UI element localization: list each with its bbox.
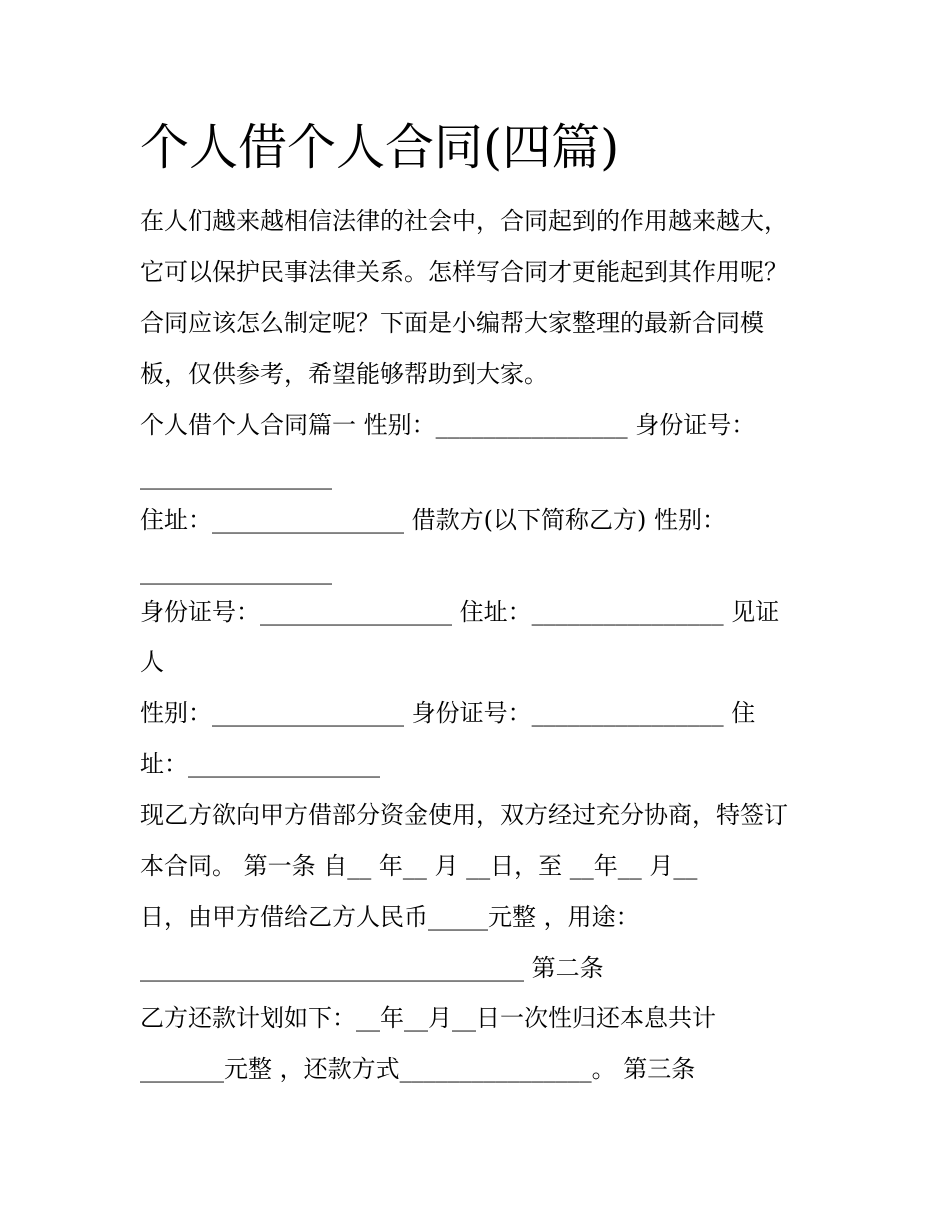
lender-id-blank: ________________ [140, 462, 332, 490]
lender-gender-line: 个人借个人合同篇一 性别：________________ 身份证号： [140, 411, 756, 439]
loan-amount-line: 日，由甲方借给乙方人民币_____元整 ，用途： [140, 903, 640, 931]
intro-line-3: 合同应该怎么制定呢？下面是小编帮大家整理的最新合同模 [140, 309, 764, 337]
article-one-line: 本合同。 第一条 自__ 年__ 月 __日，至 __年__ 月__ [140, 852, 698, 880]
witness-address-line: 址：________________ [140, 750, 380, 778]
lender-address-line: 住址：________________ 借款方(以下简称乙方) 性别： [140, 506, 726, 534]
intro-line-2: 它可以保护民事法律关系。怎样写合同才更能起到其作用呢？ [140, 258, 788, 286]
intro-line-1: 在人们越来越相信法律的社会中，合同起到的作用越来越大， [140, 207, 788, 235]
borrower-gender-blank: ________________ [140, 557, 332, 585]
document-title: 个人借个人合同(四篇) [140, 119, 620, 176]
intro-line-4: 板，仅供参考，希望能够帮助到大家。 [140, 360, 548, 388]
repayment-plan-line: 乙方还款计划如下：__年__月__日一次性归还本息共计 [140, 1004, 716, 1032]
article-two-line: ________________________________ 第二条 [140, 954, 604, 982]
witness-label-line: 人 [140, 648, 164, 676]
borrower-id-line: 身份证号：________________ 住址：________________ 见证 [140, 598, 780, 626]
purpose-line-1: 现乙方欲向甲方借部分资金使用，双方经过充分协商，特签订 [140, 801, 788, 829]
witness-gender-line: 性别：________________ 身份证号：________________ 住 [140, 699, 756, 727]
repayment-method-line: _______元整 ，还款方式________________。 第三条 [140, 1055, 696, 1083]
